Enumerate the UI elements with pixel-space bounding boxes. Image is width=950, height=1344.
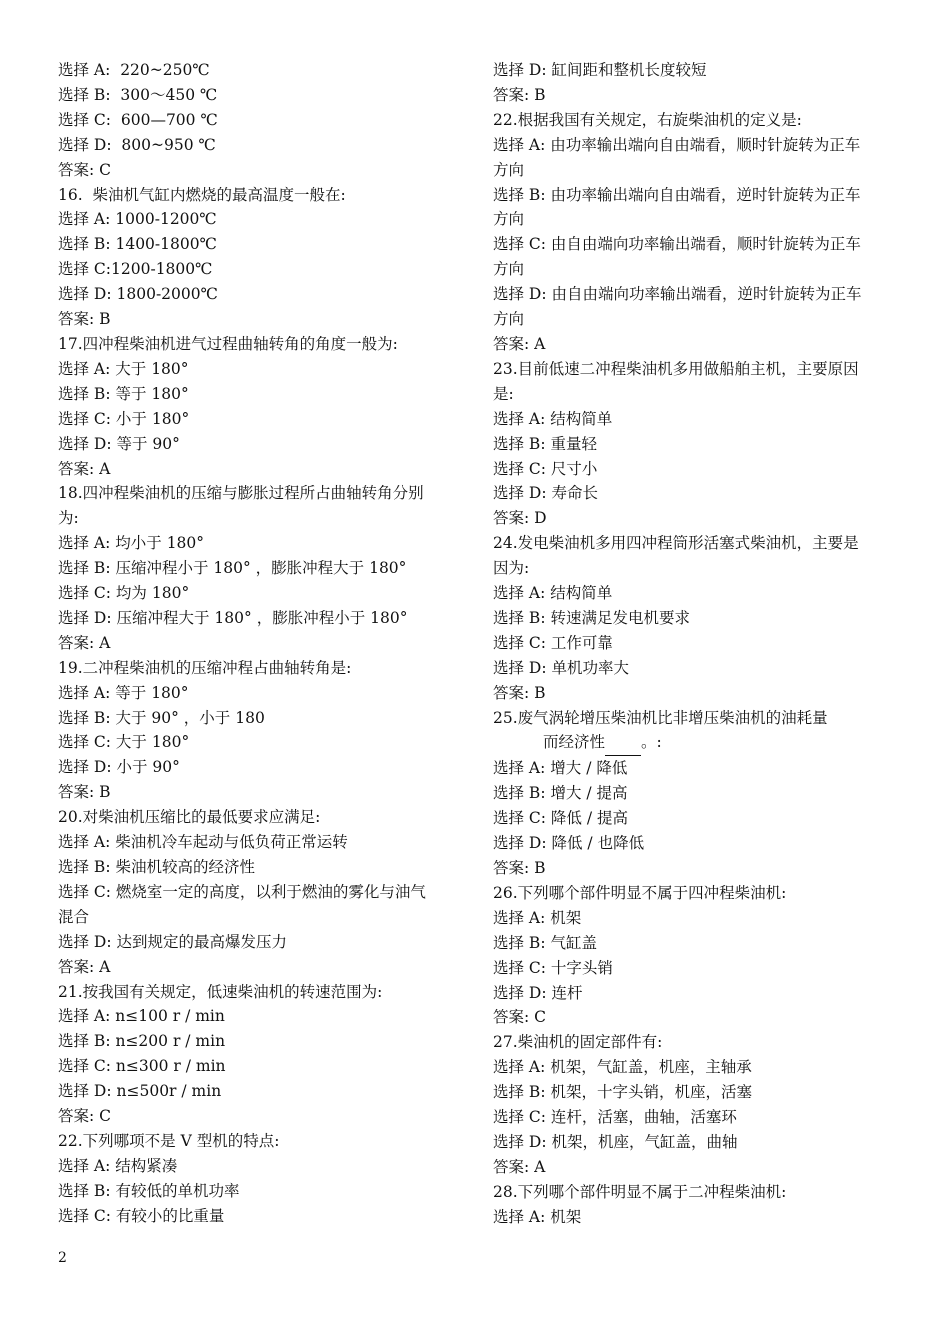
text-line: 答案: D — [493, 509, 547, 528]
text-line: 选择 D: 1800-2000℃ — [58, 285, 218, 304]
text-line: 选择 C: 连杆，活塞，曲轴，活塞环 — [493, 1108, 737, 1127]
text-line: 方向 — [493, 210, 525, 229]
text-line: 方向 — [493, 310, 525, 329]
text-line: 选择 C: 均为 180° — [58, 584, 190, 603]
text-line: 方向 — [493, 260, 525, 279]
text-line: 选择 B: 大于 90° ，小于 180 — [58, 708, 265, 727]
text-line: 答案: C — [58, 1107, 112, 1126]
text-line: 26.下列哪个部件明显不属于四冲程柴油机: — [493, 883, 787, 902]
text-line: 28.下列哪个部件明显不属于二冲程柴油机: — [493, 1182, 787, 1201]
text-line: 21.按我国有关规定，低速柴油机的转速范围为: — [58, 982, 383, 1001]
text-line: 22.下列哪项不是 V 型机的特点: — [58, 1131, 280, 1150]
text-line: 24.发电柴油机多用四冲程筒形活塞式柴油机，主要是 — [493, 534, 859, 553]
text-line: 25.废气涡轮增压柴油机比非增压柴油机的油耗量 — [493, 708, 828, 727]
text-line: 17.四冲程柴油机进气过程曲轴转角的角度一般为: — [58, 334, 398, 353]
text-line: 选择 D: 800~950 ℃ — [58, 135, 216, 154]
text-line: 答案: C — [493, 1008, 547, 1027]
text-line: 选择 B: 1400-1800℃ — [58, 235, 217, 254]
q25-suffix: 。: — [641, 733, 662, 752]
text-line: 答案: B — [493, 683, 546, 702]
text-line: 选择 B: n≤200 r / min — [58, 1032, 226, 1051]
text-line: 23.目前低速二冲程柴油机多用做船舶主机，主要原因 — [493, 359, 859, 378]
text-line: 答案: A — [58, 633, 111, 652]
text-line: 方向 — [493, 160, 525, 179]
text-line: 答案: B — [493, 859, 546, 877]
text-line: 选择 B: 等于 180° — [58, 384, 189, 403]
text-line: 选择 C: 有较小的比重量 — [58, 1206, 225, 1225]
text-line: 19.二冲程柴油机的压缩冲程占曲轴转角是: — [58, 658, 352, 677]
text-line: 选择 A: 机架 — [493, 908, 582, 927]
text-line: 选择 A: 结构紧凑 — [58, 1156, 178, 1175]
text-line: 选择 C: 降低 / 提高 — [493, 809, 629, 828]
right-column — [493, 58, 898, 1230]
text-line: 选择 C: n≤300 r / min — [58, 1057, 226, 1076]
text-line: 选择 D: 等于 90° — [58, 434, 180, 453]
page-number: 2 — [58, 1250, 67, 1266]
text-line: 选择 C:1200-1800℃ — [58, 260, 213, 279]
text-line: 27.柴油机的固定部件有: — [493, 1033, 663, 1052]
text-line: 因为: — [493, 559, 530, 578]
text-line: 20.对柴油机压缩比的最低要求应满足: — [58, 808, 321, 827]
text-line: 选择 D: 压缩冲程大于 180° ，膨胀冲程小于 180° — [58, 608, 408, 627]
text-line: 选择 B: 转速满足发电机要求 — [493, 608, 690, 627]
text-line: 选择 A: n≤100 r / min — [58, 1007, 225, 1026]
text-line: 选择 B: 压缩冲程小于 180° ，膨胀冲程大于 180° — [58, 559, 407, 578]
text-line: 选择 C: 十字头销 — [493, 958, 613, 977]
text-line: 选择 D: 连杆 — [493, 983, 583, 1002]
text-line: 选择 A: 由功率输出端向自由端看，顺时针旋转为正车 — [493, 135, 861, 154]
text-line: 选择 A: 220~250℃ — [58, 61, 210, 79]
text-line: 选择 D: 由自由端向功率输出端看，逆时针旋转为正车 — [493, 285, 862, 304]
text-line: 选择 B: 由功率输出端向自由端看，逆时针旋转为正车 — [493, 185, 861, 204]
text-line: 答案: A — [493, 1157, 546, 1176]
text-line: 16. 柴油机气缸内燃烧的最高温度一般在: — [58, 185, 346, 204]
text-line: 答案: B — [493, 85, 546, 104]
text-line: 而经济性 。: — [493, 730, 898, 756]
text-line: 答案: A — [58, 957, 111, 976]
text-line: 答案: B — [58, 783, 111, 802]
text-line: 答案: B — [58, 310, 111, 329]
text-line: 选择 C: 600—700 ℃ — [58, 110, 218, 129]
text-line: 选择 C: 大于 180° — [58, 733, 190, 752]
text-line: 选择 B: 柴油机较高的经济性 — [58, 858, 255, 876]
text-line: 选择 A: 均小于 180° — [58, 534, 205, 553]
text-line: 选择 A: 大于 180° — [58, 359, 189, 378]
text-line: 选择 C: 由自由端向功率输出端看，顺时针旋转为正车 — [493, 235, 861, 254]
text-line: 选择 A: 结构简单 — [493, 409, 613, 428]
text-line: 选择 D: 达到规定的最高爆发压力 — [58, 932, 288, 951]
text-line: 选择 C: 燃烧室一定的高度，以利于燃油的雾化与油气 — [58, 882, 426, 901]
text-line: 选择 C: 小于 180° — [58, 409, 190, 428]
text-line: 选择 B: 有较低的单机功率 — [58, 1181, 240, 1200]
text-line: 选择 D: 降低 / 也降低 — [493, 834, 645, 853]
text-line: 是: — [493, 384, 514, 403]
left-column — [58, 58, 468, 1229]
text-line: 选择 A: 机架 — [493, 1207, 582, 1226]
text-line: 选择 A: 增大 / 降低 — [493, 759, 628, 778]
text-line: 选择 D: 机架，机座，气缸盖，曲轴 — [493, 1132, 738, 1151]
text-line: 选择 C: 工作可靠 — [493, 633, 613, 652]
text-line: 选择 A: 等于 180° — [58, 683, 189, 702]
text-line: 选择 B: 气缸盖 — [493, 933, 597, 952]
text-line: 答案: C — [58, 160, 112, 179]
text-line: 选择 A: 机架，气缸盖，机座，主轴承 — [493, 1058, 752, 1077]
text-line: 选择 C: 尺寸小 — [493, 459, 598, 478]
text-line: 选择 D: 缸间距和整机长度较短 — [493, 61, 707, 79]
text-line: 答案: A — [493, 334, 546, 353]
text-line: 选择 A: 1000-1200℃ — [58, 210, 217, 229]
text-line: 选择 D: n≤500r / min — [58, 1082, 222, 1101]
text-line: 为: — [58, 509, 79, 528]
answer-blank — [605, 730, 641, 756]
text-line: 22.根据我国有关规定，右旋柴油机的定义是: — [493, 110, 802, 129]
text-line: 选择 B: 300～450 ℃ — [58, 85, 218, 104]
text-line: 选择 A: 结构简单 — [493, 584, 613, 603]
text-line: 选择 B: 重量轻 — [493, 434, 597, 453]
text-line: 选择 B: 机架，十字头销，机座，活塞 — [493, 1083, 752, 1102]
text-line: 答案: A — [58, 459, 111, 478]
text-line: 选择 A: 柴油机冷车起动与低负荷正常运转 — [58, 833, 348, 852]
text-line: 选择 B: 增大 / 提高 — [493, 784, 628, 803]
text-line: 混合 — [58, 907, 90, 926]
text-line: 选择 D: 寿命长 — [493, 484, 599, 503]
text-line: 选择 D: 单机功率大 — [493, 658, 630, 677]
text-line: 选择 D: 小于 90° — [58, 758, 180, 777]
text-line: 18.四冲程柴油机的压缩与膨胀过程所占曲轴转角分别 — [58, 484, 424, 503]
